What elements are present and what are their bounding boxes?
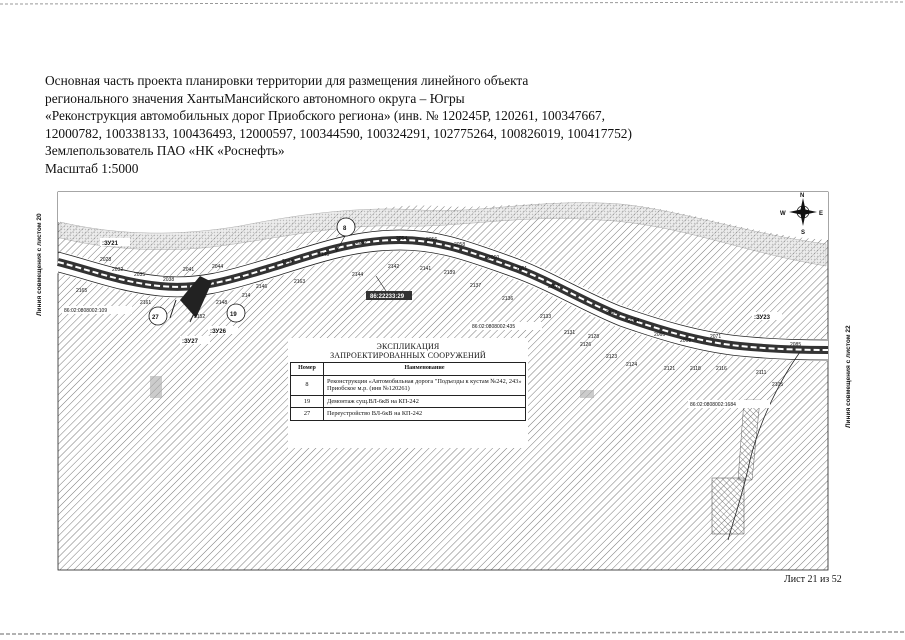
svg-text:27: 27 (152, 315, 159, 321)
vertex-label: 2038 (163, 277, 175, 283)
explication-title: ЭКСПЛИКАЦИЯ (298, 342, 518, 351)
col-name-header: Наименование (324, 363, 526, 376)
vertex-label: 2062 (548, 284, 560, 290)
vertex-label: 2061 (516, 266, 528, 272)
vertex-label: 2085 (790, 342, 802, 348)
header-scale: Масштаб 1:5000 (45, 160, 139, 176)
vertex-label: 2163 (294, 279, 306, 285)
zone-label-21: :ЗУ21 (102, 241, 118, 247)
compass-s: S (801, 230, 806, 236)
vertex-label: 2145 (318, 252, 330, 258)
zone-label-23: :ЗУ23 (754, 315, 770, 321)
row-number: 8 (291, 375, 324, 395)
svg-text:19: 19 (230, 312, 237, 318)
vertex-label: 2052 (356, 240, 368, 246)
vertex-label: 2054 (396, 236, 408, 242)
right-match-line-label: Линия совмещения с листом 22 (845, 325, 852, 428)
explication-table (290, 362, 526, 421)
vertex-label: 2060 (488, 255, 500, 261)
compass-e: E (819, 211, 824, 217)
shaded-area-2 (580, 390, 594, 398)
vertex-label: 2066 (654, 332, 666, 338)
vertex-label: 2071 (710, 334, 722, 340)
vertex-label: 2141 (420, 266, 432, 272)
vertex-label: 2133 (540, 314, 552, 320)
vertex-label: 2044 (212, 264, 224, 270)
parcel-label-2: 86:02:0808002:435 (472, 324, 516, 330)
vertex-label: 2148 (216, 300, 228, 306)
vertex-label: 2146 (256, 284, 268, 290)
vertex-label: 2028 (100, 257, 112, 263)
table-row (291, 395, 526, 408)
vertex-label: 2118 (690, 366, 701, 372)
circle-27 (149, 307, 167, 325)
vertex-label: 2131 (564, 330, 576, 336)
vertex-label: 2035 (134, 272, 146, 278)
header-line-4: 12000782, 100338133, 100436493, 12000597, 100344590, 100324291, 102775264, 100826019, 100417752) (45, 125, 632, 141)
vertex-label: 2137 (470, 283, 482, 289)
header-line-3: «Реконструкция автомобильных дорог Приобского региона» (инв. № 120245Р, 120261, 100347667, (45, 108, 605, 123)
vertex-label: 2032 (112, 267, 124, 273)
vertex-label: 2152 (194, 314, 206, 320)
vertex-label: 2126 (580, 342, 592, 348)
explication-table-block (290, 342, 526, 421)
sheet-number: Лист 21 из 52 (784, 574, 842, 585)
south-cut-area (712, 478, 744, 534)
compass-n: N (800, 193, 805, 199)
zone-label-26: :ЗУ26 (210, 329, 226, 335)
vertex-label: 2165 (76, 288, 88, 294)
table-row (291, 375, 526, 395)
vertex-label: 2063 (606, 310, 618, 316)
row-number: 27 (291, 408, 324, 421)
left-match-line-label: Линия совмещения с листом 20 (36, 213, 43, 316)
header-line-1: Основная часть проекта планировки территории для размещения линейного объекта (45, 73, 529, 88)
vertex-label: 2056 (426, 237, 438, 243)
vertex-label: 2128 (588, 334, 600, 340)
row-name: Демонтаж сущ.ВЛ-6кВ на КП-242 (324, 395, 526, 408)
vertex-label: 2161 (140, 300, 152, 306)
vertex-label: 2041 (183, 267, 195, 273)
table-header-row (291, 363, 526, 376)
col-number-header: Номер (291, 363, 324, 376)
center-parcel-label: 86:22233:29 (370, 294, 405, 300)
vertex-label: 2068 (680, 338, 692, 344)
circle-19 (227, 304, 245, 322)
vertex-label: 2105 (772, 382, 784, 388)
vertex-label: 2144 (352, 272, 364, 278)
svg-text:8: 8 (343, 226, 347, 232)
row-number: 19 (291, 395, 324, 408)
table-row (291, 408, 526, 421)
vertex-label: 2048 (282, 259, 294, 265)
document-header (45, 72, 805, 177)
parcel-label-1: 86:02:0808002:109 (64, 308, 108, 314)
row-name: Реконструкция «Автомобильная дорога "Подъезды к кустам №242, 243» Приобское м.р. (инв №120261) (324, 375, 526, 395)
vertex-label: 2139 (444, 270, 456, 276)
vertex-label: 2064 (628, 318, 640, 324)
shaded-area-1 (150, 376, 162, 398)
scan-line-bottom (0, 632, 905, 634)
header-line-2: регионального значения ХантыМансийского автономного округа – Югры (45, 90, 465, 106)
compass-w: W (780, 211, 786, 217)
vertex-label: 214 (242, 293, 251, 299)
row-name: Переустройство ВЛ-6кВ на КП-242 (324, 408, 526, 421)
zone-label-27: :ЗУ27 (182, 339, 198, 345)
vertex-label: 2121 (664, 366, 676, 372)
parcel-label-3: 86:02:0808002:1684 (690, 402, 736, 408)
header-line-5: Землепользователь ПАО «НК «Роснефть» (45, 143, 285, 158)
vertex-label: 2116 (716, 366, 727, 372)
vertex-label: 2111 (756, 370, 767, 376)
vertex-label: 2058 (454, 242, 466, 248)
vertex-label: 2123 (606, 354, 618, 360)
scan-line-top (0, 2, 905, 4)
vertex-label: 2124 (626, 362, 638, 368)
explication-subtitle: ЗАПРОЕКТИРОВАННЫХ СООРУЖЕНИЙ (298, 351, 518, 360)
vertex-label: 2136 (502, 296, 514, 302)
vertex-label: 2142 (388, 264, 400, 270)
